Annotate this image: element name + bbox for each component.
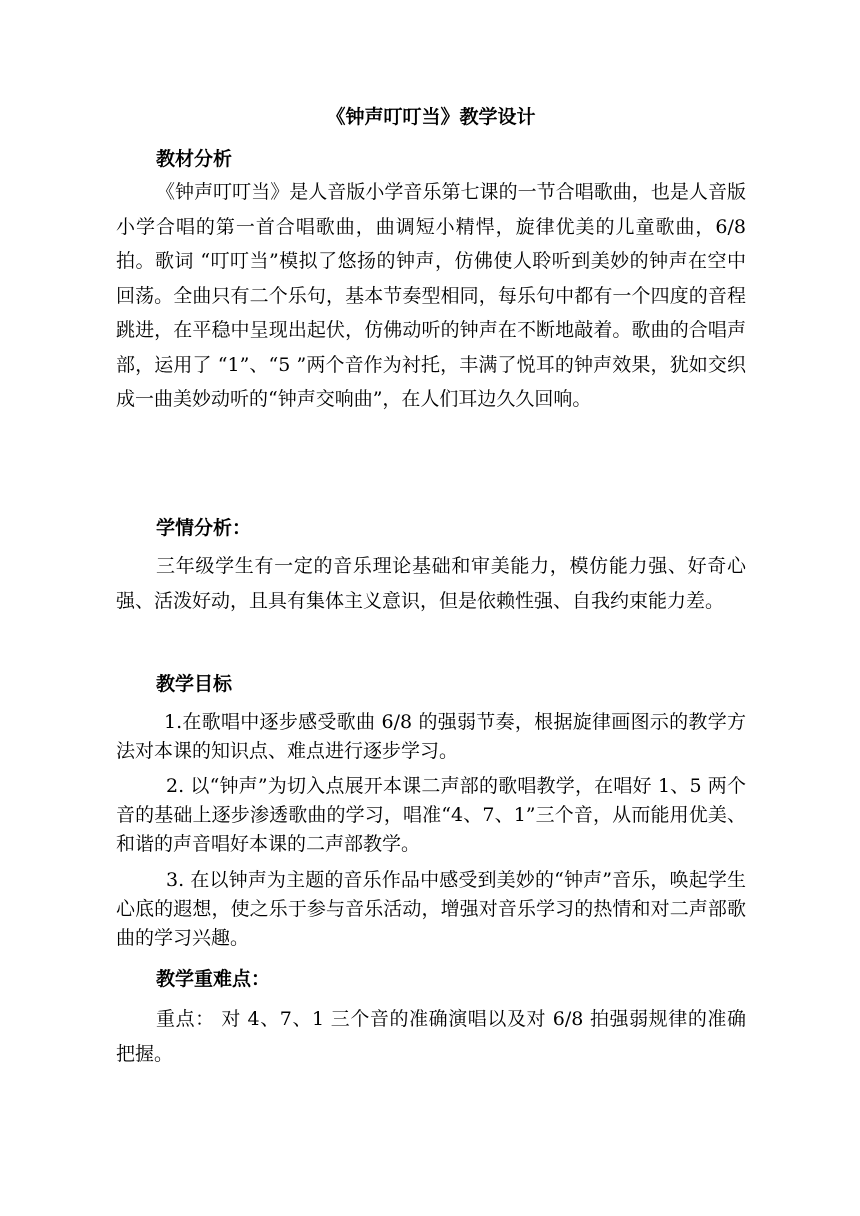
- goal-item-3: 3. 在以钟声为主题的音乐作品中感受到美妙的“钟声”音乐，唤起学生心底的遐想，使之乐于参与音乐活动，增强对音乐学习的热情和对二声部歌曲的学习兴趣。: [116, 869, 746, 949]
- section-body-material: 《钟声叮叮当》是人音版小学音乐第七课的一节合唱歌曲，也是人音版小学合唱的第一首合唱歌曲，曲调短小精悍，旋律优美的儿童歌曲，6/8 拍。歌词 “叮叮当”模拟了悠扬的钟声，仿佛使人聆听到美妙的钟声在空中回荡。全曲只有二个乐句，基本节奏型相同，每乐句中都有一个四度的音程跳进，在平稳中呈现出起伏，仿佛动听的钟声在不断地敲着。歌曲的合唱声部，运用了 “1”、“5 ”两个音作为衬托，丰满了悦耳的钟声效果，犹如交织成一曲美妙动听的“钟声交响曲”，在人们耳边久久回响。: [116, 181, 746, 410]
- section-body-students: 三年级学生有一定的音乐理论基础和审美能力，模仿能力强、好奇心强、活泼好动，且具有集体主义意识，但是依赖性强、自我约束能力差。: [116, 555, 746, 612]
- section-heading-goals: 教学目标: [156, 673, 233, 695]
- goal-item-2: 2. 以“钟声”为切入点展开本课二声部的歌唱教学，在唱好 1、5 两个音的基础上逐步渗透歌曲的学习，唱准“4、7、1”三个音，从而能用优美、和谐的声音唱好本课的二声部教学。: [116, 775, 746, 855]
- section-heading-material: 教材分析: [156, 148, 233, 170]
- section-heading-students: 学情分析：: [156, 517, 252, 539]
- section-body-keypoints: 重点： 对 4、7、1 三个音的准确演唱以及对 6/8 拍强弱规律的准确把握。: [116, 1008, 746, 1065]
- document-title: 《钟声叮叮当》教学设计: [326, 106, 536, 128]
- goal-item-1: 1.在歌唱中逐步感受歌曲 6/8 的强弱节奏，根据旋律画图示的教学方法对本课的知识点、难点进行逐步学习。: [116, 711, 746, 762]
- section-heading-keypoints: 教学重难点：: [156, 968, 271, 990]
